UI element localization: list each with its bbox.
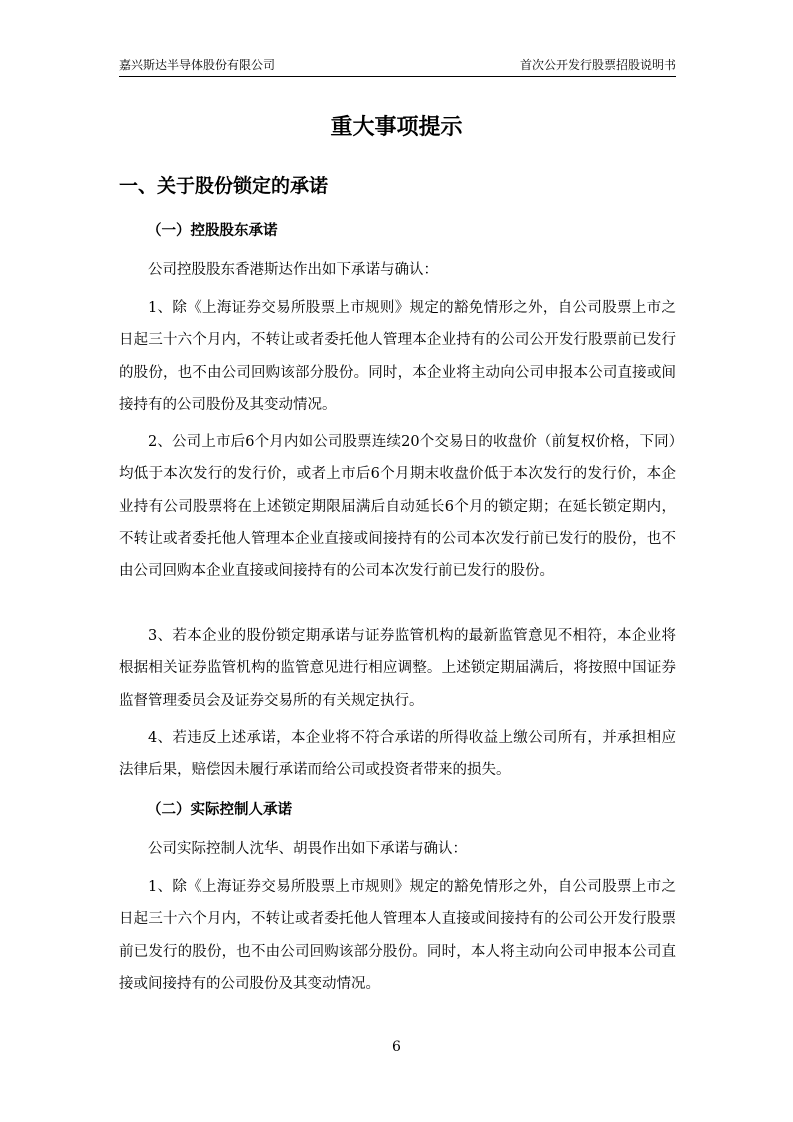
- section-heading-share-lockup: 一、关于股份锁定的承诺: [119, 175, 329, 197]
- header-document-title: 首次公开发行股票招股说明书: [519, 58, 676, 72]
- page-title: 重大事项提示: [330, 115, 463, 140]
- sub-heading-controlling-shareholder: （一）控股股东承诺: [147, 223, 278, 239]
- header-company-name: 嘉兴斯达半导体股份有限公司: [119, 58, 276, 72]
- page-header: [119, 56, 676, 77]
- paragraph-controlling-item-1: 1、除《上海证券交易所股票上市规则》规定的豁免情形之外，自公司股票上市之日起三十六个月内，不转让或者委托他人管理本企业持有的公司公开发行股票前已发行的股份，也不由公司回购该部分股份。同时，本企业将主动向公司申报本公司直接或间接持有的公司股份及其变动情况。: [119, 300, 676, 413]
- paragraph-controlling-item-4: 4、若违反上述承诺，本企业将不符合承诺的所得收益上缴公司所有，并承担相应法律后果，赔偿因未履行承诺而给公司或投资者带来的损失。: [119, 730, 676, 779]
- paragraph-controlling-item-3: 3、若本企业的股份锁定期承诺与证券监管机构的最新监管意见不相符，本企业将根据相关证券监管机构的监管意见进行相应调整。上述锁定期届满后，将按照中国证券监督管理委员会及证券交易所的有关规定执行。: [119, 628, 676, 709]
- page-number: 6: [392, 1039, 401, 1055]
- paragraph-controller-intro: 公司实际控制人沈华、胡畏作出如下承诺与确认：: [148, 841, 467, 857]
- paragraph-controller-item-1: 1、除《上海证券交易所股票上市规则》规定的豁免情形之外，自公司股票上市之日起三十六个月内，不转让或者委托他人管理本人直接或间接持有的公司公开发行股票前已发行的股份，也不由公司回购该部分股份。同时，本人将主动向公司申报本公司直接或间接持有的公司股份及其变动情况。: [119, 879, 676, 992]
- paragraph-controlling-item-2: 2、公司上市后6个月内如公司股票连续20个交易日的收盘价（前复权价格，下同）均低于本次发行的发行价，或者上市后6个月期末收盘价低于本次发行的发行价，本企业持有公司股票将在上述锁定期限届满后自动延长6个月的锁定期；在延长锁定期内，不转让或者委托他人管理本企业直接或间接持有的公司本次发行前已发行的股份，也不由公司回购本企业直接或间接持有的公司本次发行前已发行的股份。: [119, 434, 676, 580]
- paragraph-controlling-intro: 公司控股股东香港斯达作出如下承诺与确认：: [148, 262, 438, 278]
- sub-heading-actual-controller: （二）实际控制人承诺: [147, 802, 292, 818]
